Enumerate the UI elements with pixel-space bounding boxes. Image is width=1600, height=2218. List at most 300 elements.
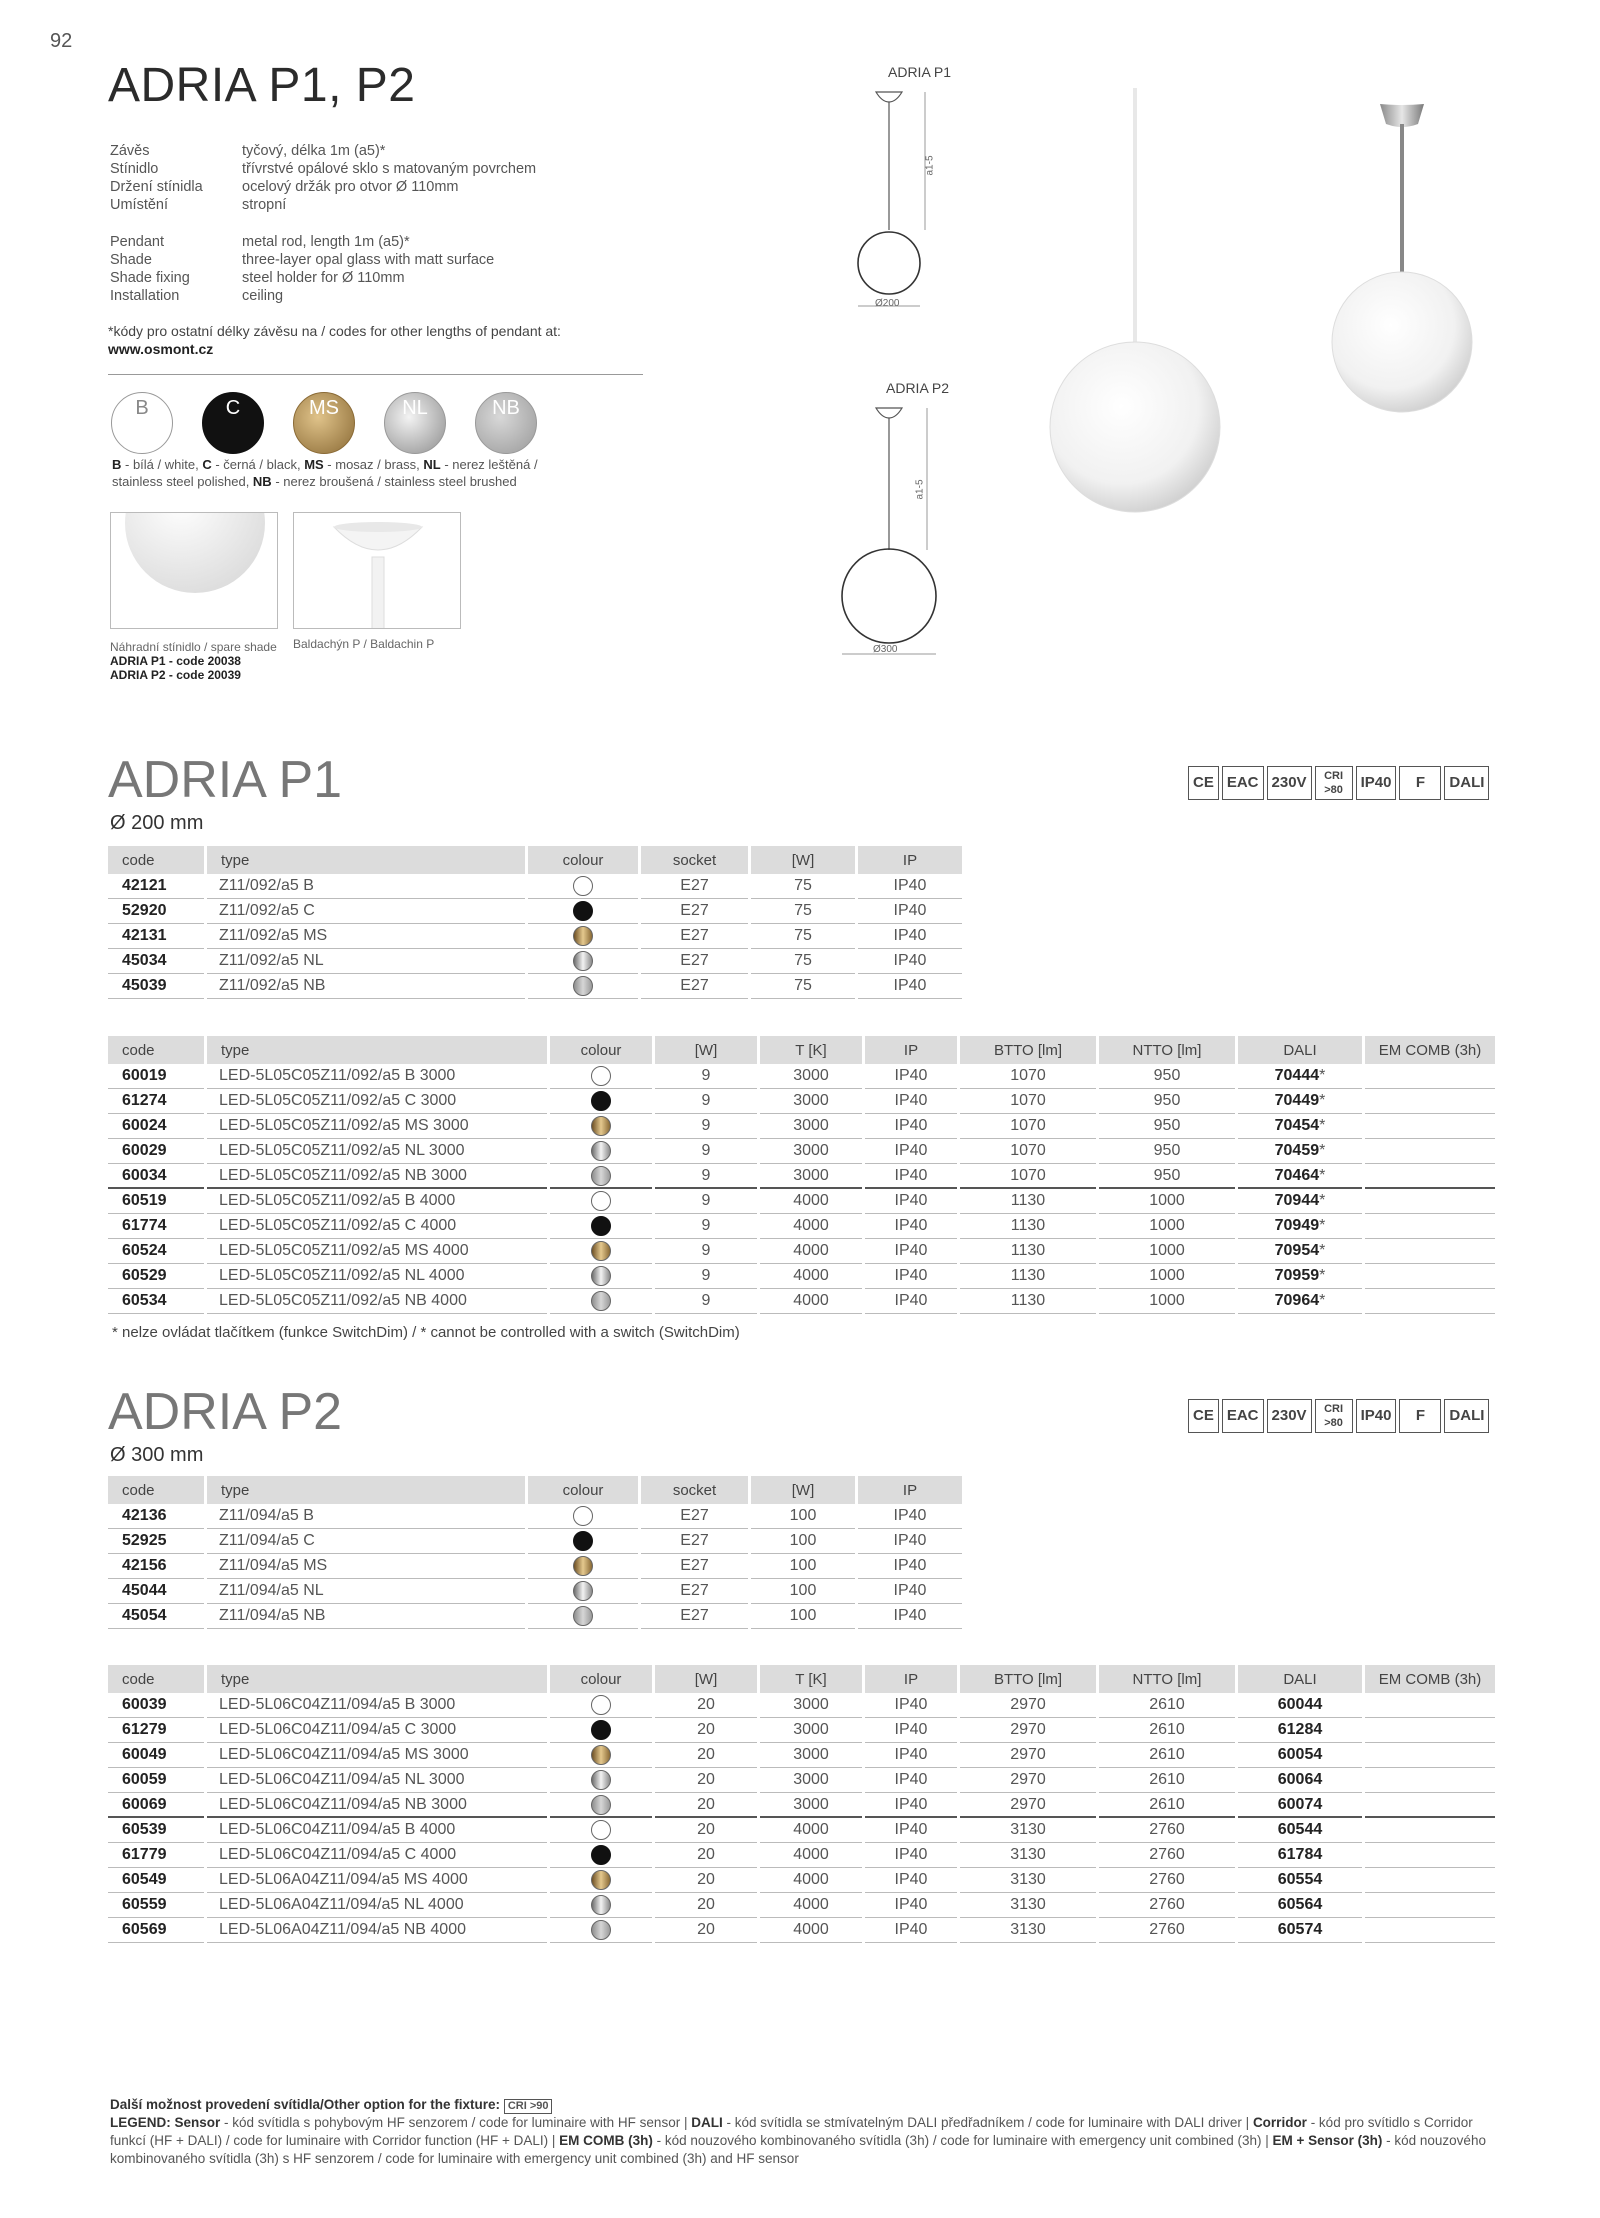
cell-watt: 9: [655, 1264, 757, 1289]
cell-socket: E27: [641, 974, 748, 999]
cell-code: 45039: [108, 974, 204, 999]
swatch-caption: B - bílá / white, C - černá / black, MS - mosaz / brass, NL - nerez leštěná / stainless steel polished, NB - nerez broušená / stainless steel brushed: [112, 457, 538, 489]
colour-cell: [550, 1843, 652, 1868]
cell-type: Z11/092/a5 C: [207, 899, 525, 924]
cell-em: [1365, 1164, 1495, 1189]
cert-icons-p1: [1188, 766, 1489, 800]
cell-em: [1365, 1743, 1495, 1768]
table-row: [108, 924, 962, 949]
colour-dot-icon: [591, 1720, 611, 1740]
table-p1-led: [105, 1036, 1498, 1314]
table-row: [108, 1089, 1495, 1114]
col-colour: colour: [550, 1036, 652, 1064]
cell-dali: 60074: [1238, 1793, 1362, 1818]
col-em: EM COMB (3h): [1365, 1665, 1495, 1693]
cell-socket: E27: [641, 1504, 748, 1529]
cell-dali: 60544: [1238, 1818, 1362, 1843]
cell-ntto: 2760: [1099, 1868, 1235, 1893]
colour-cell: [550, 1793, 652, 1818]
cell-btto: 3130: [960, 1818, 1096, 1843]
cell-btto: 2970: [960, 1743, 1096, 1768]
cell-ntto: 950: [1099, 1139, 1235, 1164]
colour-cell: [550, 1089, 652, 1114]
cell-watt: 9: [655, 1164, 757, 1189]
table-row: [108, 899, 962, 924]
col-ip: IP: [858, 1476, 962, 1504]
colour-dot-icon: [591, 1091, 611, 1111]
cell-ntto: 1000: [1099, 1289, 1235, 1314]
colour-cell: [528, 949, 638, 974]
cell-type: LED-5L06C04Z11/094/a5 B 4000: [207, 1818, 547, 1843]
col-ip: IP: [858, 846, 962, 874]
table-row: [108, 1693, 1495, 1718]
cell-ip: IP40: [858, 899, 962, 924]
cell-socket: E27: [641, 924, 748, 949]
colour-cell: [528, 924, 638, 949]
col-ntto: NTTO [lm]: [1099, 1036, 1235, 1064]
cell-em: [1365, 1868, 1495, 1893]
cell-watt: 100: [751, 1579, 855, 1604]
table-row: [108, 1768, 1495, 1793]
cell-ip: IP40: [865, 1918, 957, 1943]
drawing-p2-diameter: Ø300: [873, 644, 898, 655]
cell-btto: 1130: [960, 1289, 1096, 1314]
spare-shade-caption: Náhradní stínidlo / spare shade ADRIA P1 - code 20038 ADRIA P2 - code 20039: [110, 640, 277, 682]
colour-dot-icon: [591, 1216, 611, 1236]
table-row: [108, 1579, 962, 1604]
flammability-icon: F: [1399, 1399, 1441, 1433]
cell-temp: 4000: [760, 1918, 862, 1943]
cell-temp: 4000: [760, 1818, 862, 1843]
cell-ntto: 1000: [1099, 1239, 1235, 1264]
cell-btto: 1130: [960, 1189, 1096, 1214]
colour-cell: [550, 1893, 652, 1918]
cell-temp: 3000: [760, 1743, 862, 1768]
cell-type: LED-5L06A04Z11/094/a5 NL 4000: [207, 1893, 547, 1918]
colour-cell: [528, 1579, 638, 1604]
cell-ip: IP40: [865, 1239, 957, 1264]
colour-cell: [550, 1868, 652, 1893]
colour-dot-icon: [573, 1506, 593, 1526]
col-em: EM COMB (3h): [1365, 1036, 1495, 1064]
footnote: * nelze ovládat tlačítkem (funkce SwitchDim) / * cannot be controlled with a switch (SwitchDim): [112, 1324, 740, 1341]
table-row: [108, 1743, 1495, 1768]
cell-ip: IP40: [858, 1604, 962, 1629]
cell-ntto: 2760: [1099, 1893, 1235, 1918]
cell-type: LED-5L05C05Z11/092/a5 MS 3000: [207, 1114, 547, 1139]
cell-type: LED-5L06C04Z11/094/a5 C 4000: [207, 1843, 547, 1868]
cell-temp: 3000: [760, 1139, 862, 1164]
table-row: [108, 1868, 1495, 1893]
colour-dot-icon: [591, 1116, 611, 1136]
colour-cell: [550, 1693, 652, 1718]
cell-btto: 2970: [960, 1793, 1096, 1818]
cell-ntto: 2610: [1099, 1793, 1235, 1818]
col-type: type: [207, 1476, 525, 1504]
colour-cell: [528, 974, 638, 999]
cell-code: 61279: [108, 1718, 204, 1743]
cell-watt: 9: [655, 1139, 757, 1164]
cell-type: Z11/094/a5 MS: [207, 1554, 525, 1579]
cell-temp: 3000: [760, 1718, 862, 1743]
cell-em: [1365, 1264, 1495, 1289]
section-title-p1: ADRIA P1: [108, 751, 343, 809]
cell-type: LED-5L05C05Z11/092/a5 C 4000: [207, 1214, 547, 1239]
cell-ip: IP40: [865, 1189, 957, 1214]
cell-ntto: 950: [1099, 1089, 1235, 1114]
colour-dot-icon: [573, 1581, 593, 1601]
cell-code: 52920: [108, 899, 204, 924]
diameter-p2: Ø 300 mm: [110, 1444, 204, 1466]
table-row: [108, 1064, 1495, 1089]
cell-em: [1365, 1114, 1495, 1139]
cell-type: LED-5L06A04Z11/094/a5 MS 4000: [207, 1868, 547, 1893]
cell-em: [1365, 1239, 1495, 1264]
cell-em: [1365, 1918, 1495, 1943]
cell-ntto: 1000: [1099, 1214, 1235, 1239]
cell-dali: 61284: [1238, 1718, 1362, 1743]
colour-cell: [528, 874, 638, 899]
diameter-p1: Ø 200 mm: [110, 812, 204, 834]
cri-icon: CRI >80: [1315, 1399, 1353, 1433]
cell-code: 52925: [108, 1529, 204, 1554]
cell-ntto: 2760: [1099, 1918, 1235, 1943]
colour-dot-icon: [591, 1795, 611, 1815]
col-ip: IP: [865, 1036, 957, 1064]
colour-dot-icon: [591, 1141, 611, 1161]
cell-btto: 2970: [960, 1718, 1096, 1743]
cell-code: 60034: [108, 1164, 204, 1189]
cell-ntto: 1000: [1099, 1189, 1235, 1214]
colour-dot-icon: [591, 1241, 611, 1261]
cell-dali: 70954*: [1238, 1239, 1362, 1264]
cell-em: [1365, 1818, 1495, 1843]
cell-em: [1365, 1139, 1495, 1164]
cell-ip: IP40: [858, 1554, 962, 1579]
drawing-p1-label: ADRIA P1: [888, 64, 952, 80]
cell-ip: IP40: [858, 1504, 962, 1529]
colour-cell: [550, 1164, 652, 1189]
cell-em: [1365, 1893, 1495, 1918]
cell-type: Z11/094/a5 NB: [207, 1604, 525, 1629]
cell-ip: IP40: [865, 1718, 957, 1743]
cell-btto: 1070: [960, 1114, 1096, 1139]
cell-type: LED-5L05C05Z11/092/a5 B 3000: [207, 1064, 547, 1089]
cell-ip: IP40: [858, 949, 962, 974]
dali-icon: DALI: [1444, 1399, 1489, 1433]
cell-type: LED-5L05C05Z11/092/a5 B 4000: [207, 1189, 547, 1214]
table-row: [108, 974, 962, 999]
cell-watt: 75: [751, 924, 855, 949]
cell-code: 60049: [108, 1743, 204, 1768]
colour-dot-icon: [573, 1606, 593, 1626]
cell-dali: 70444*: [1238, 1064, 1362, 1089]
cell-ip: IP40: [865, 1743, 957, 1768]
cell-temp: 4000: [760, 1214, 862, 1239]
cell-watt: 75: [751, 899, 855, 924]
cell-dali: 70454*: [1238, 1114, 1362, 1139]
cell-dali: 70449*: [1238, 1089, 1362, 1114]
cell-btto: 1070: [960, 1089, 1096, 1114]
cell-ip: IP40: [865, 1768, 957, 1793]
swatch-brass: MS: [293, 392, 355, 454]
cell-temp: 3000: [760, 1089, 862, 1114]
drawing-p2-label: ADRIA P2: [886, 380, 950, 396]
cell-em: [1365, 1089, 1495, 1114]
table-row: [108, 1893, 1495, 1918]
divider: [108, 374, 643, 375]
cell-code: 60569: [108, 1918, 204, 1943]
cell-code: 45054: [108, 1604, 204, 1629]
cell-type: Z11/092/a5 NB: [207, 974, 525, 999]
cell-watt: 20: [655, 1768, 757, 1793]
cell-ip: IP40: [865, 1264, 957, 1289]
cell-code: 60539: [108, 1818, 204, 1843]
col-temp: T [K]: [760, 1665, 862, 1693]
specs-en: Pendant metal rod, length 1m (a5)* Shade three-layer opal glass with matt surface Shade fixing steel holder for Ø 110mm Installation ceiling: [110, 234, 495, 304]
cell-type: LED-5L06C04Z11/094/a5 NL 3000: [207, 1768, 547, 1793]
colour-cell: [528, 1554, 638, 1579]
colour-cell: [550, 1289, 652, 1314]
cell-watt: 9: [655, 1089, 757, 1114]
cell-type: LED-5L05C05Z11/092/a5 NB 4000: [207, 1289, 547, 1314]
cell-watt: 75: [751, 974, 855, 999]
eac-icon: EAC: [1222, 1399, 1264, 1433]
cell-dali: 60574: [1238, 1918, 1362, 1943]
pendant-note: *kódy pro ostatní délky závěsu na / codes for other lengths of pendant at: www.osmont.cz: [108, 323, 561, 357]
table-p2-led: [105, 1665, 1498, 1943]
cell-type: Z11/094/a5 B: [207, 1504, 525, 1529]
col-colour: colour: [528, 846, 638, 874]
cell-ip: IP40: [865, 1139, 957, 1164]
cell-type: LED-5L05C05Z11/092/a5 C 3000: [207, 1089, 547, 1114]
cell-em: [1365, 1793, 1495, 1818]
cell-dali: 60554: [1238, 1868, 1362, 1893]
cell-dali: 70464*: [1238, 1164, 1362, 1189]
cell-watt: 75: [751, 874, 855, 899]
cell-watt: 20: [655, 1893, 757, 1918]
colour-cell: [528, 1604, 638, 1629]
cell-watt: 9: [655, 1289, 757, 1314]
cell-dali: 70459*: [1238, 1139, 1362, 1164]
cell-code: 60059: [108, 1768, 204, 1793]
cell-code: 42136: [108, 1504, 204, 1529]
ce-icon: CE: [1188, 766, 1219, 800]
cell-code: 45044: [108, 1579, 204, 1604]
cell-ip: IP40: [865, 1868, 957, 1893]
cell-ntto: 2610: [1099, 1718, 1235, 1743]
swatch-black: C: [202, 392, 264, 454]
cell-code: 42156: [108, 1554, 204, 1579]
cell-watt: 20: [655, 1868, 757, 1893]
cell-temp: 4000: [760, 1289, 862, 1314]
table-row: [108, 1189, 1495, 1214]
cell-watt: 100: [751, 1554, 855, 1579]
cell-ntto: 1000: [1099, 1264, 1235, 1289]
table-row: [108, 1504, 962, 1529]
cell-socket: E27: [641, 1554, 748, 1579]
colour-cell: [550, 1718, 652, 1743]
cell-ip: IP40: [858, 974, 962, 999]
col-temp: T [K]: [760, 1036, 862, 1064]
cell-btto: 1130: [960, 1264, 1096, 1289]
page-title: ADRIA P1, P2: [108, 59, 416, 112]
cell-watt: 100: [751, 1529, 855, 1554]
cell-watt: 20: [655, 1743, 757, 1768]
col-colour: colour: [528, 1476, 638, 1504]
col-code: code: [108, 1665, 204, 1693]
cell-watt: 9: [655, 1114, 757, 1139]
dali-icon: DALI: [1444, 766, 1489, 800]
table-row: [108, 1114, 1495, 1139]
colour-dot-icon: [591, 1066, 611, 1086]
voltage-icon: 230V: [1267, 1399, 1312, 1433]
cell-em: [1365, 1693, 1495, 1718]
drawing-p1-dim: a1-5: [924, 155, 936, 176]
cell-type: LED-5L06C04Z11/094/a5 MS 3000: [207, 1743, 547, 1768]
cell-dali: 60564: [1238, 1893, 1362, 1918]
colour-dot-icon: [591, 1820, 611, 1840]
cell-code: 60519: [108, 1189, 204, 1214]
colour-dot-icon: [573, 951, 593, 971]
cell-type: LED-5L05C05Z11/092/a5 NB 3000: [207, 1164, 547, 1189]
colour-cell: [550, 1768, 652, 1793]
cert-icons-p2: [1188, 1399, 1489, 1433]
cell-dali: 70949*: [1238, 1214, 1362, 1239]
flammability-icon: F: [1399, 766, 1441, 800]
cell-temp: 4000: [760, 1893, 862, 1918]
cell-code: 45034: [108, 949, 204, 974]
colour-dot-icon: [573, 876, 593, 896]
cell-btto: 2970: [960, 1768, 1096, 1793]
cell-code: 60024: [108, 1114, 204, 1139]
col-btto: BTTO [lm]: [960, 1665, 1096, 1693]
cell-type: LED-5L06C04Z11/094/a5 C 3000: [207, 1718, 547, 1743]
col-type: type: [207, 846, 525, 874]
cell-watt: 75: [751, 949, 855, 974]
col-ip: IP: [865, 1665, 957, 1693]
cell-ip: IP40: [865, 1214, 957, 1239]
cell-dali: 60064: [1238, 1768, 1362, 1793]
colour-dot-icon: [573, 1556, 593, 1576]
cri-90-icon: CRI >90: [504, 2099, 553, 2114]
colour-cell: [550, 1239, 652, 1264]
cell-em: [1365, 1214, 1495, 1239]
table-p2-basic: [105, 1476, 965, 1629]
colour-cell: [550, 1918, 652, 1943]
cell-temp: 3000: [760, 1164, 862, 1189]
cell-temp: 3000: [760, 1793, 862, 1818]
cell-em: [1365, 1718, 1495, 1743]
cell-dali: 60054: [1238, 1743, 1362, 1768]
cell-temp: 3000: [760, 1064, 862, 1089]
col-socket: socket: [641, 846, 748, 874]
ip-icon: IP40: [1356, 1399, 1397, 1433]
table-row: [108, 1139, 1495, 1164]
cell-ip: IP40: [858, 874, 962, 899]
cell-temp: 4000: [760, 1239, 862, 1264]
table-row: [108, 1818, 1495, 1843]
cell-ntto: 950: [1099, 1064, 1235, 1089]
colour-dot-icon: [591, 1266, 611, 1286]
col-watt: [W]: [655, 1665, 757, 1693]
colour-dot-icon: [591, 1695, 611, 1715]
cell-watt: 20: [655, 1693, 757, 1718]
cell-temp: 4000: [760, 1189, 862, 1214]
specs-cz: Závěs tyčový, délka 1m (a5)* Stínidlo třívrstvé opálové sklo s matovaným povrchem Držení stínidla ocelový držák pro otvor Ø 110mm Umístění stropní: [110, 143, 537, 213]
cell-ntto: 950: [1099, 1114, 1235, 1139]
table-row: [108, 1289, 1495, 1314]
col-type: type: [207, 1665, 547, 1693]
cell-type: Z11/092/a5 NL: [207, 949, 525, 974]
cell-ip: IP40: [865, 1793, 957, 1818]
table-row: [108, 1214, 1495, 1239]
colour-cell: [550, 1064, 652, 1089]
cell-ntto: 2610: [1099, 1693, 1235, 1718]
col-watt: [W]: [751, 1476, 855, 1504]
table-row: [108, 1264, 1495, 1289]
cell-btto: 1130: [960, 1214, 1096, 1239]
table-row: [108, 1718, 1495, 1743]
cell-type: LED-5L06C04Z11/094/a5 NB 3000: [207, 1793, 547, 1818]
cell-dali: 70944*: [1238, 1189, 1362, 1214]
cell-ip: IP40: [865, 1693, 957, 1718]
cell-type: Z11/092/a5 B: [207, 874, 525, 899]
cell-socket: E27: [641, 1529, 748, 1554]
colour-dot-icon: [591, 1895, 611, 1915]
cell-watt: 100: [751, 1504, 855, 1529]
colour-dot-icon: [591, 1166, 611, 1186]
cell-em: [1365, 1189, 1495, 1214]
col-type: type: [207, 1036, 547, 1064]
cell-ip: IP40: [865, 1089, 957, 1114]
cell-watt: 20: [655, 1918, 757, 1943]
legend: Další možnost provedení svítidla/Other option for the fixture: CRI >90 LEGEND: Sensor - kód svítidla s pohybovým HF senzorem / code for luminaire with HF sensor | DALI - kód svítidla se stmívatelným DALI předřadníkem / code for luminaire with DALI driver | Corridor - kód pro svítidlo s Corridor funkcí (HF + DALI) / code for luminaire with Corridor function (HF + DALI) | EM COMB (3h) - kód nouzového kombinovaného svítidla (3h) / code for luminaire with emergency unit combined (3h) | EM + Sensor (3h) - kód nouzového kombinovaného svítidla (3h) s HF senzorem / code for luminaire with emergency unit combined (3h) and HF sensor: [110, 2097, 1486, 2166]
cell-code: 60534: [108, 1289, 204, 1314]
swatch-steel-brushed: NB: [475, 392, 537, 454]
cell-temp: 4000: [760, 1868, 862, 1893]
website-link[interactable]: www.osmont.cz: [108, 341, 214, 357]
cell-code: 60529: [108, 1264, 204, 1289]
cell-em: [1365, 1289, 1495, 1314]
cell-code: 60559: [108, 1893, 204, 1918]
cell-code: 60549: [108, 1868, 204, 1893]
table-row: [108, 1793, 1495, 1818]
table-row: [108, 1554, 962, 1579]
colour-cell: [550, 1818, 652, 1843]
cell-btto: 1070: [960, 1139, 1096, 1164]
cell-type: Z11/092/a5 MS: [207, 924, 525, 949]
cell-watt: 9: [655, 1189, 757, 1214]
cell-em: [1365, 1843, 1495, 1868]
cell-code: 60524: [108, 1239, 204, 1264]
baldachin-image: [293, 512, 461, 629]
cell-em: [1365, 1768, 1495, 1793]
colour-dot-icon: [591, 1291, 611, 1311]
colour-cell: [550, 1189, 652, 1214]
drawing-p2-dim: a1-5: [914, 479, 926, 500]
cell-dali: 60044: [1238, 1693, 1362, 1718]
product-photo: [1020, 80, 1520, 580]
col-ntto: NTTO [lm]: [1099, 1665, 1235, 1693]
cell-socket: E27: [641, 899, 748, 924]
table-row: [108, 1529, 962, 1554]
section-title-p2: ADRIA P2: [108, 1383, 343, 1441]
cell-dali: 70959*: [1238, 1264, 1362, 1289]
cell-code: 60039: [108, 1693, 204, 1718]
col-dali: DALI: [1238, 1036, 1362, 1064]
cell-ip: IP40: [858, 1579, 962, 1604]
